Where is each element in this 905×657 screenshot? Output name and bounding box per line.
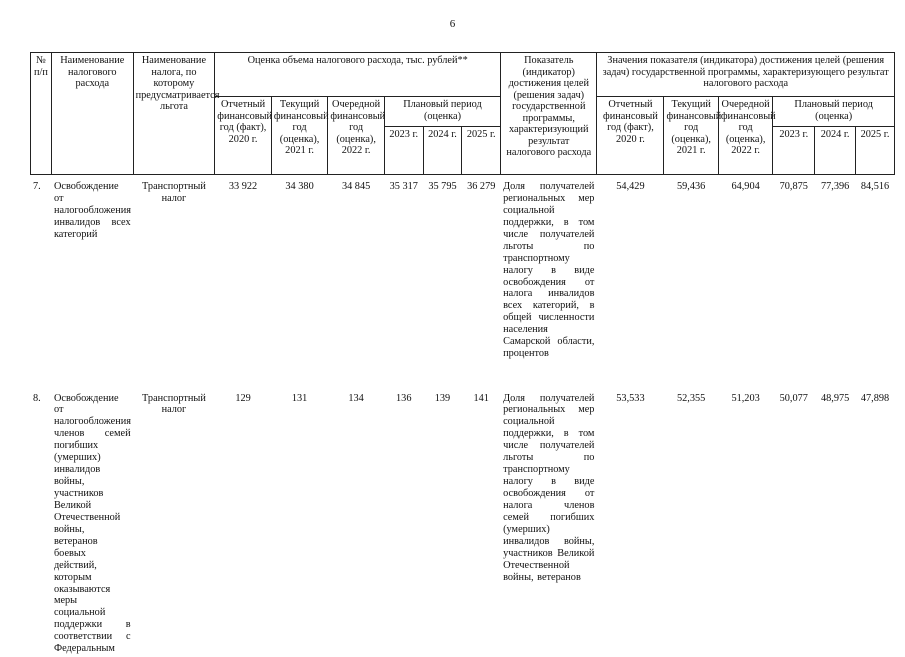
row-val-2021: 52,355 [664, 387, 718, 657]
row-val-2023: 70,875 [773, 175, 815, 387]
row-val-2024: 77,396 [815, 175, 856, 387]
header-val-2023: 2023 г. [773, 127, 815, 175]
row-name: Освобождение от налогообложения инвалидов всех категорий [51, 175, 133, 387]
header-est-report: Отчетный финансовый год (факт), 2020 г. [215, 97, 272, 175]
header-name: Наименование налогового расхода [51, 53, 133, 175]
row-val-2021: 59,436 [664, 175, 718, 387]
header-est-2023: 2023 г. [384, 127, 423, 175]
header-est-2025: 2025 г. [462, 127, 501, 175]
row-val-2020: 53,533 [597, 387, 664, 657]
page-number: 6 [0, 18, 905, 31]
row-est-2023: 35 317 [384, 175, 423, 387]
tax-expense-table [30, 52, 895, 657]
row-val-2022: 51,203 [718, 387, 772, 657]
row-indicator: Доля получателей региональных мер социальной поддержки, в том числе получателей льготы по транспортному налогу в виде освобождения от налога инвалидов всех категорий, в общей численности населения Самарской области, процентов [501, 175, 597, 387]
header-est-2024: 2024 г. [423, 127, 462, 175]
header-estimate-group: Оценка объема налогового расхода, тыс. рублей** [215, 53, 501, 97]
tax-expense-table-container [30, 52, 895, 657]
table-row [31, 175, 895, 387]
row-est-2021: 34 380 [271, 175, 328, 387]
row-est-2020: 33 922 [215, 175, 272, 387]
row-est-2025: 36 279 [462, 175, 501, 387]
row-val-2024: 48,975 [815, 387, 856, 657]
header-est-plan: Плановый период (оценка) [384, 97, 500, 127]
header-val-plan: Плановый период (оценка) [773, 97, 895, 127]
row-val-2020: 54,429 [597, 175, 664, 387]
header-val-report: Отчетный финансовый год (факт), 2020 г. [597, 97, 664, 175]
row-val-2025: 47,898 [856, 387, 895, 657]
header-val-2025: 2025 г. [856, 127, 895, 175]
row-indicator: Доля получателей региональных мер социальной поддержки, в том числе получателей льготы по транспортному налогу в виде освобождения от налога членов семей погибших (умерших) инвалидов войны, участников Великой Отечественной войны, ветеранов [501, 387, 597, 657]
row-est-2024: 35 795 [423, 175, 462, 387]
header-est-next: Очередной финансовый год (оценка), 2022 г. [328, 97, 385, 175]
header-val-current: Текущий финансовый год (оценка), 2021 г. [664, 97, 718, 175]
row-val-2022: 64,904 [718, 175, 772, 387]
row-tax: Транспортный налог [133, 175, 215, 387]
header-values-group: Значения показателя (индикатора) достижения целей (решения задач) государственной программы, характеризующего результат налогового расхода [597, 53, 895, 97]
row-est-2022: 34 845 [328, 175, 385, 387]
table-row [31, 387, 895, 657]
header-tax: Наименование налога, по которому предусматривается льгота [133, 53, 215, 175]
row-est-2023: 136 [384, 387, 423, 657]
row-est-2022: 134 [328, 387, 385, 657]
row-index: 7. [31, 175, 52, 387]
row-name: Освобождение от налогообложения членов семей погибших (умерших) инвалидов войны, участников Великой Отечественной войны, ветеранов боевых действий, которым оказываются меры социальной поддержки в соответствии с Федеральным [51, 387, 133, 657]
header-val-next: Очередной финансовый год (оценка), 2022 г. [718, 97, 772, 175]
header-idx: № п/п [31, 53, 52, 175]
row-est-2025: 141 [462, 387, 501, 657]
header-est-current: Текущий финансовый год (оценка), 2021 г. [271, 97, 328, 175]
row-val-2023: 50,077 [773, 387, 815, 657]
row-est-2021: 131 [271, 387, 328, 657]
row-est-2020: 129 [215, 387, 272, 657]
row-tax: Транспортный налог [133, 387, 215, 657]
row-index: 8. [31, 387, 52, 657]
row-val-2025: 84,516 [856, 175, 895, 387]
row-est-2024: 139 [423, 387, 462, 657]
header-val-2024: 2024 г. [815, 127, 856, 175]
header-indicator: Показатель (индикатор) достижения целей (решения задач) государственной программы, характеризующий результат налогового расхода [501, 53, 597, 175]
